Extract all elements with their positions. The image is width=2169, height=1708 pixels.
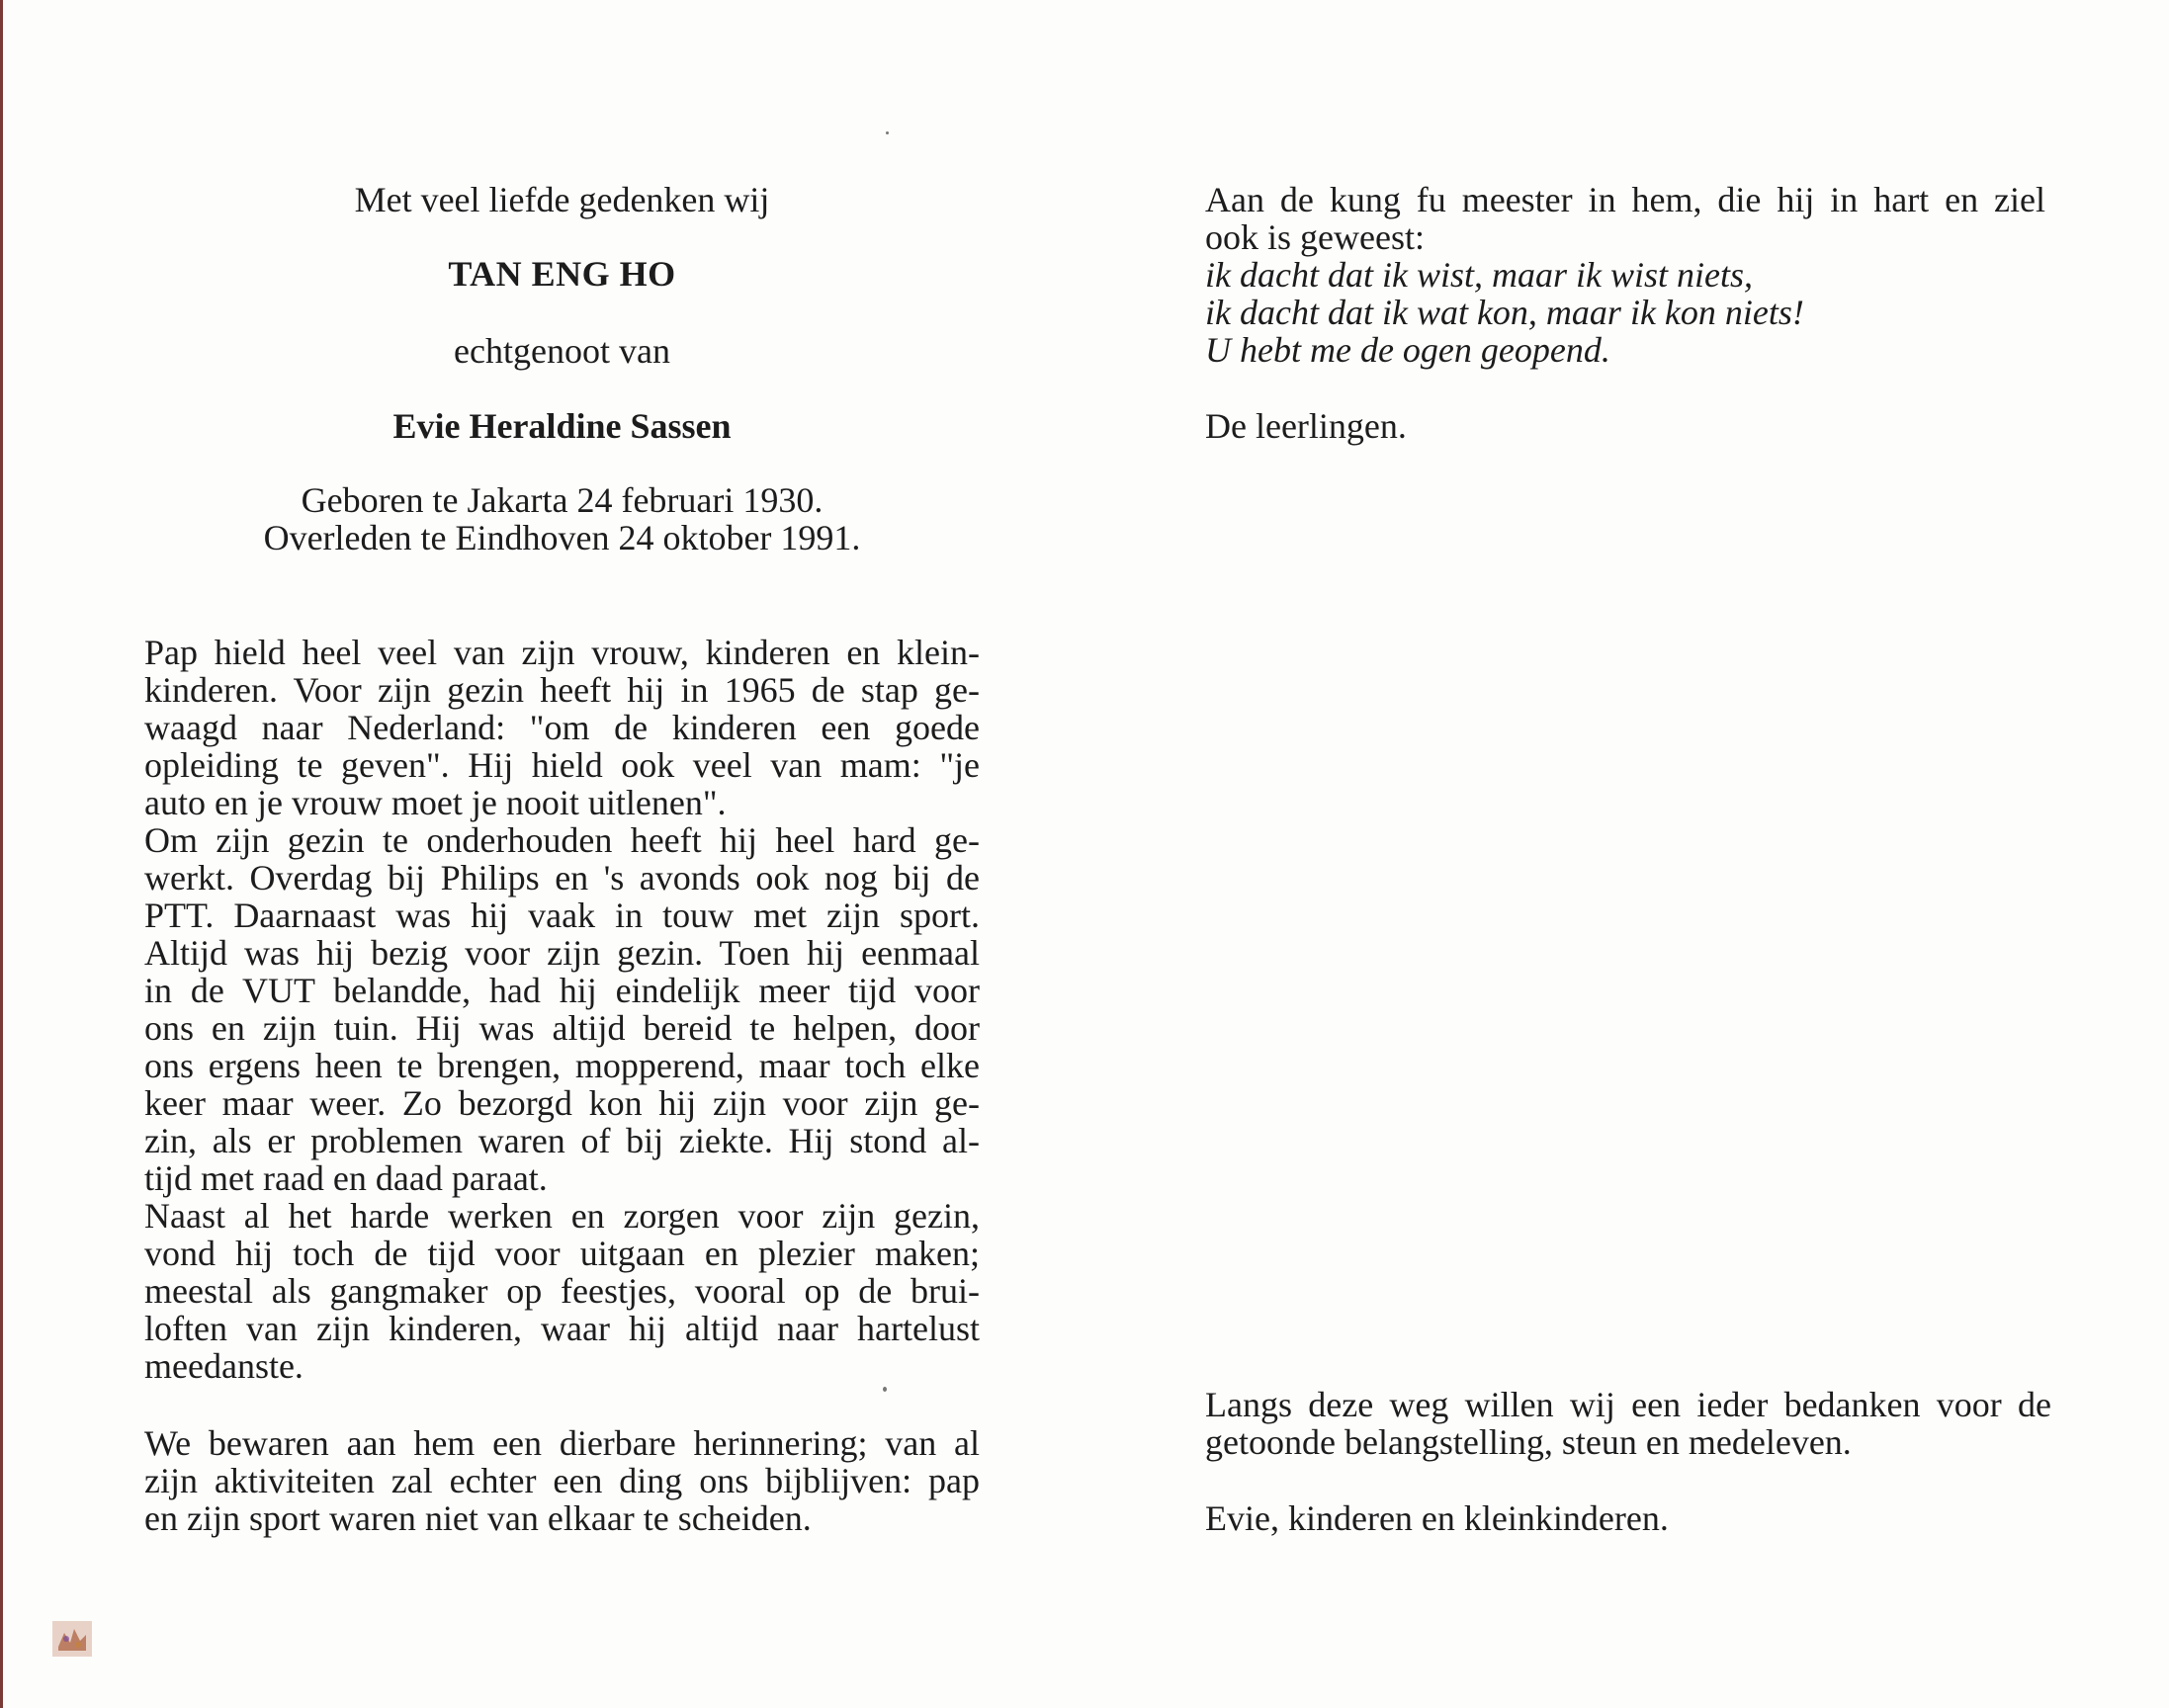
text-line: Naast al het harde werken en zorgen voor zijn gezin, xyxy=(144,1196,980,1236)
text-line: Aan de kung fu meester in hem, die hij in hart en ziel xyxy=(1205,180,2045,219)
text-line: getoonde belangstelling, steun en medeleven. xyxy=(1205,1422,1852,1462)
death-line: Overleden te Eindhoven 24 oktober 1991. xyxy=(263,518,861,557)
text-line: in de VUT belandde, had hij eindelijk meer tijd voor xyxy=(144,971,980,1010)
text-line: loften van zijn kinderen, waar hij altijd naar hartelust xyxy=(144,1309,980,1348)
text-line: keer maar weer. Zo bezorgd kon hij zijn voor zijn ge- xyxy=(144,1083,980,1123)
students-signature: De leerlingen. xyxy=(1205,406,1407,446)
quote-line: U hebt me de ogen geopend. xyxy=(1205,330,1610,370)
text-line: ook is geweest: xyxy=(1205,217,1425,257)
intro-line: Met veel liefde gedenken wij xyxy=(354,180,770,219)
text-line: ons ergens heen te brengen, mopperend, maar toch elke xyxy=(144,1046,980,1085)
relation-line: echtgenoot van xyxy=(454,331,670,371)
text-line: zin, als er problemen waren of bij ziekte. Hij stond al- xyxy=(144,1121,980,1160)
quote-line: ik dacht dat ik wist, maar ik wist niets, xyxy=(1205,255,1753,295)
text-line: en zijn sport waren niet van elkaar te scheiden. xyxy=(144,1498,812,1538)
text-line: meedanste. xyxy=(144,1346,304,1386)
birth-line: Geboren te Jakarta 24 februari 1930. xyxy=(301,480,824,520)
life-story-paragraph xyxy=(144,634,980,1385)
paper-speck xyxy=(883,1387,887,1392)
thanks-paragraph xyxy=(1205,1386,2065,1461)
text-line: zijn aktiviteiten zal echter een ding ons bijblijven: pap xyxy=(144,1461,980,1500)
paper-speck xyxy=(886,131,889,134)
text-line: Langs deze weg willen wij een ieder bedanken voor de xyxy=(1205,1385,2051,1424)
text-line: Altijd was hij bezig voor zijn gezin. Toen hij eenmaal xyxy=(144,933,980,973)
family-signature: Evie, kinderen en kleinkinderen. xyxy=(1205,1498,1669,1538)
text-line: PTT. Daarnaast was hij vaak in touw met zijn sport. xyxy=(144,896,980,935)
text-line: Pap hield heel veel van zijn vrouw, kinderen en klein- xyxy=(144,633,980,672)
spouse-name: Evie Heraldine Sassen xyxy=(392,406,732,446)
text-line: We bewaren aan hem een dierbare herinnering; van al xyxy=(144,1423,980,1463)
text-line: opleiding te geven". Hij hield ook veel van mam: "je xyxy=(144,745,980,785)
quote-line: ik dacht dat ik wat kon, maar ik kon niets! xyxy=(1205,293,1804,332)
memory-paragraph xyxy=(144,1424,980,1537)
dedication-paragraph xyxy=(1205,181,2065,369)
archive-stamp-icon xyxy=(52,1621,92,1657)
text-line: ons en zijn tuin. Hij was altijd bereid te helpen, door xyxy=(144,1008,980,1048)
text-line: Om zijn gezin te onderhouden heeft hij heel hard ge- xyxy=(144,820,980,860)
text-line: meestal als gangmaker op feestjes, vooral op de brui- xyxy=(144,1271,980,1311)
text-line: tijd met raad en daad paraat. xyxy=(144,1158,548,1198)
text-line: auto en je vrouw moet je nooit uitlenen". xyxy=(144,783,727,822)
deceased-name: TAN ENG HO xyxy=(448,254,676,294)
text-line: waagd naar Nederland: "om de kinderen een goede xyxy=(144,708,980,747)
text-line: werkt. Overdag bij Philips en 's avonds ook nog bij de xyxy=(144,858,980,897)
text-line: kinderen. Voor zijn gezin heeft hij in 1965 de stap ge- xyxy=(144,670,980,710)
text-line: vond hij toch de tijd voor uitgaan en plezier maken; xyxy=(144,1234,980,1273)
